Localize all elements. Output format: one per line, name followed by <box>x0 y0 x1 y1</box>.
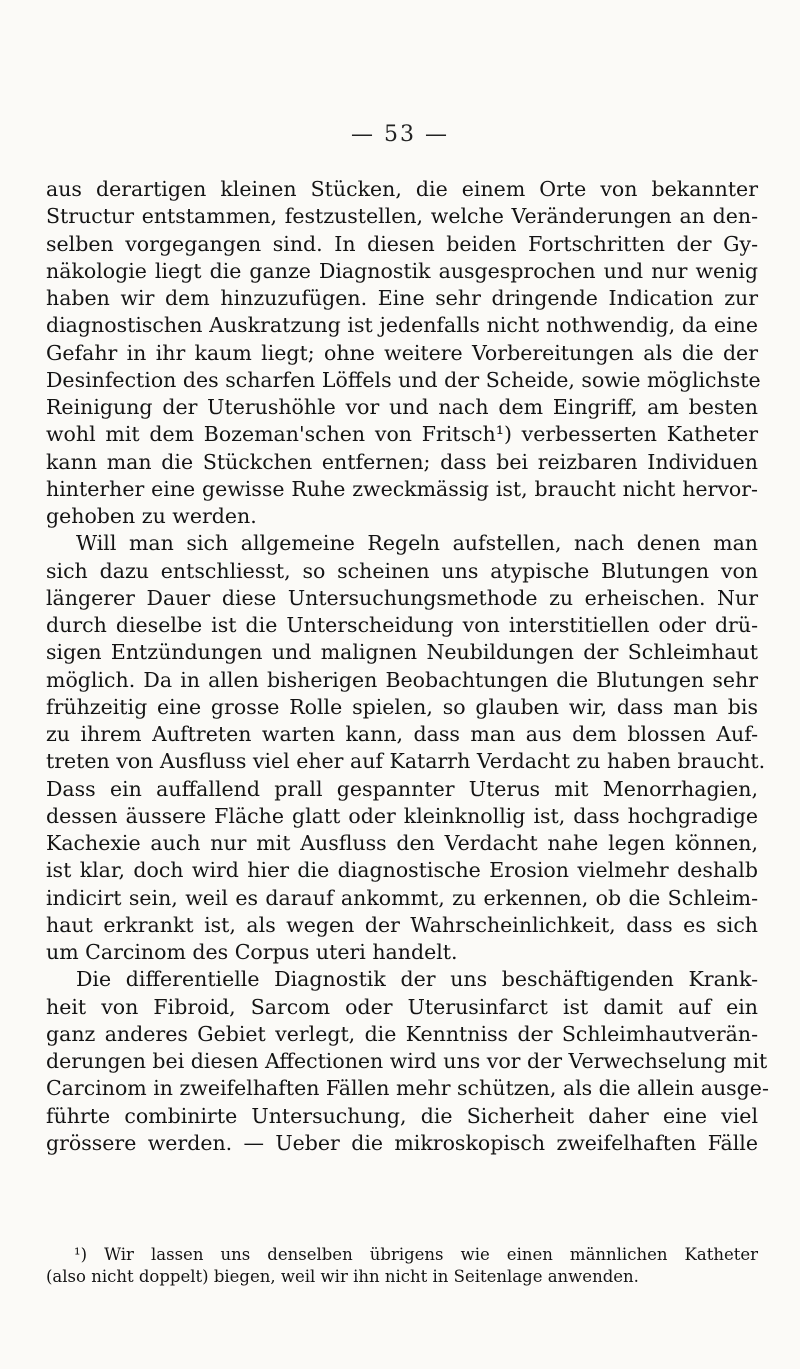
text-line: kann man die Stückchen entfernen; dass bei reizbaren Individuen <box>46 449 758 474</box>
footnote <box>46 1244 758 1288</box>
text-line: Desinfection des scharfen Löffels und der Scheide, sowie möglichste <box>46 367 761 392</box>
paragraph-end-line: gehoben zu werden. <box>46 504 257 528</box>
text-line: frühzeitig eine grosse Rolle spielen, so glauben wir, dass man bis <box>46 694 758 719</box>
text-line: ganz anderes Gebiet verlegt, die Kenntniss der Schleimhautverän- <box>46 1021 758 1046</box>
text-line: treten von Ausfluss viel eher auf Katarrh Verdacht zu haben braucht. <box>46 749 766 774</box>
text-line: sich dazu entschliesst, so scheinen uns atypische Blutungen von <box>46 558 758 583</box>
text-line: indicirt sein, weil es darauf ankommt, zu erkennen, ob die Schleim- <box>46 885 758 910</box>
paragraph-start-line: Die differentielle Diagnostik der uns beschäftigenden Krank- <box>76 967 758 992</box>
text-line: Structur entstammen, festzustellen, welche Veränderungen an den- <box>46 204 758 229</box>
text-line: längerer Dauer diese Untersuchungsmethode zu erheischen. Nur <box>46 585 758 610</box>
text-line: haben wir dem hinzuzufügen. Eine sehr dringende Indication zur <box>46 286 758 310</box>
text-line: ist klar, doch wird hier die diagnostische Erosion vielmehr deshalb <box>46 858 758 883</box>
text-line: Carcinom in zweifelhaften Fällen mehr schützen, als die allein ausge- <box>46 1076 769 1101</box>
footnote-line: ¹) Wir lassen uns denselben übrigens wie einen männlichen Katheter <box>74 1245 758 1264</box>
text-line: derungen bei diesen Affectionen wird uns vor der Verwechselung mit <box>46 1049 768 1073</box>
paragraph-start-line: Will man sich allgemeine Regeln aufstellen, nach denen man <box>76 531 758 556</box>
text-line: Gefahr in ihr kaum liegt; ohne weitere Vorbereitungen als die der <box>46 340 758 365</box>
text-line: diagnostischen Auskratzung ist jedenfalls nicht nothwendig, da eine <box>46 313 758 338</box>
text-line: heit von Fibroid, Sarcom oder Uterusinfarct ist damit auf ein <box>46 994 758 1019</box>
text-line: durch dieselbe ist die Unterscheidung von interstitiellen oder drü- <box>46 613 758 637</box>
text-line: hinterher eine gewisse Ruhe zweckmässig ist, braucht nicht hervor- <box>46 476 758 501</box>
footnote-line: (also nicht doppelt) biegen, weil wir ihn nicht in Seitenlage anwenden. <box>46 1267 639 1286</box>
text-line: Reinigung der Uterushöhle vor und nach dem Eingriff, am besten <box>46 395 758 419</box>
text-line: aus derartigen kleinen Stücken, die einem Orte von bekannter <box>46 177 758 201</box>
text-line: Kachexie auch nur mit Ausfluss den Verdacht nahe legen können, <box>46 831 758 855</box>
text-line: grössere werden. — Ueber die mikroskopisch zweifelhaften Fälle <box>46 1130 758 1155</box>
text-line: haut erkrankt ist, als wegen der Wahrscheinlichkeit, dass es sich <box>46 912 758 937</box>
text-line: wohl mit dem Bozeman'schen von Fritsch¹) verbesserten Katheter <box>46 422 758 447</box>
text-line: selben vorgegangen sind. In diesen beiden Fortschritten der Gy- <box>46 231 758 256</box>
body-text <box>46 176 769 1157</box>
text-line: näkologie liegt die ganze Diagnostik ausgesprochen und nur wenig <box>46 258 758 283</box>
text-line: führte combinirte Untersuchung, die Sicherheit daher eine viel <box>46 1103 758 1128</box>
text-line: dessen äussere Fläche glatt oder kleinknollig ist, dass hochgradige <box>46 803 758 828</box>
text-line: möglich. Da in allen bisherigen Beobachtungen die Blutungen sehr <box>46 667 758 692</box>
text-line: sigen Entzündungen und malignen Neubildungen der Schleimhaut <box>46 640 758 665</box>
text-line: Dass ein auffallend prall gespannter Uterus mit Menorrhagien, <box>46 776 758 801</box>
page-number: — 53 — <box>351 122 449 147</box>
paragraph-end-line: um Carcinom des Corpus uteri handelt. <box>46 940 458 964</box>
text-line: zu ihrem Auftreten warten kann, dass man aus dem blossen Auf- <box>46 722 758 746</box>
